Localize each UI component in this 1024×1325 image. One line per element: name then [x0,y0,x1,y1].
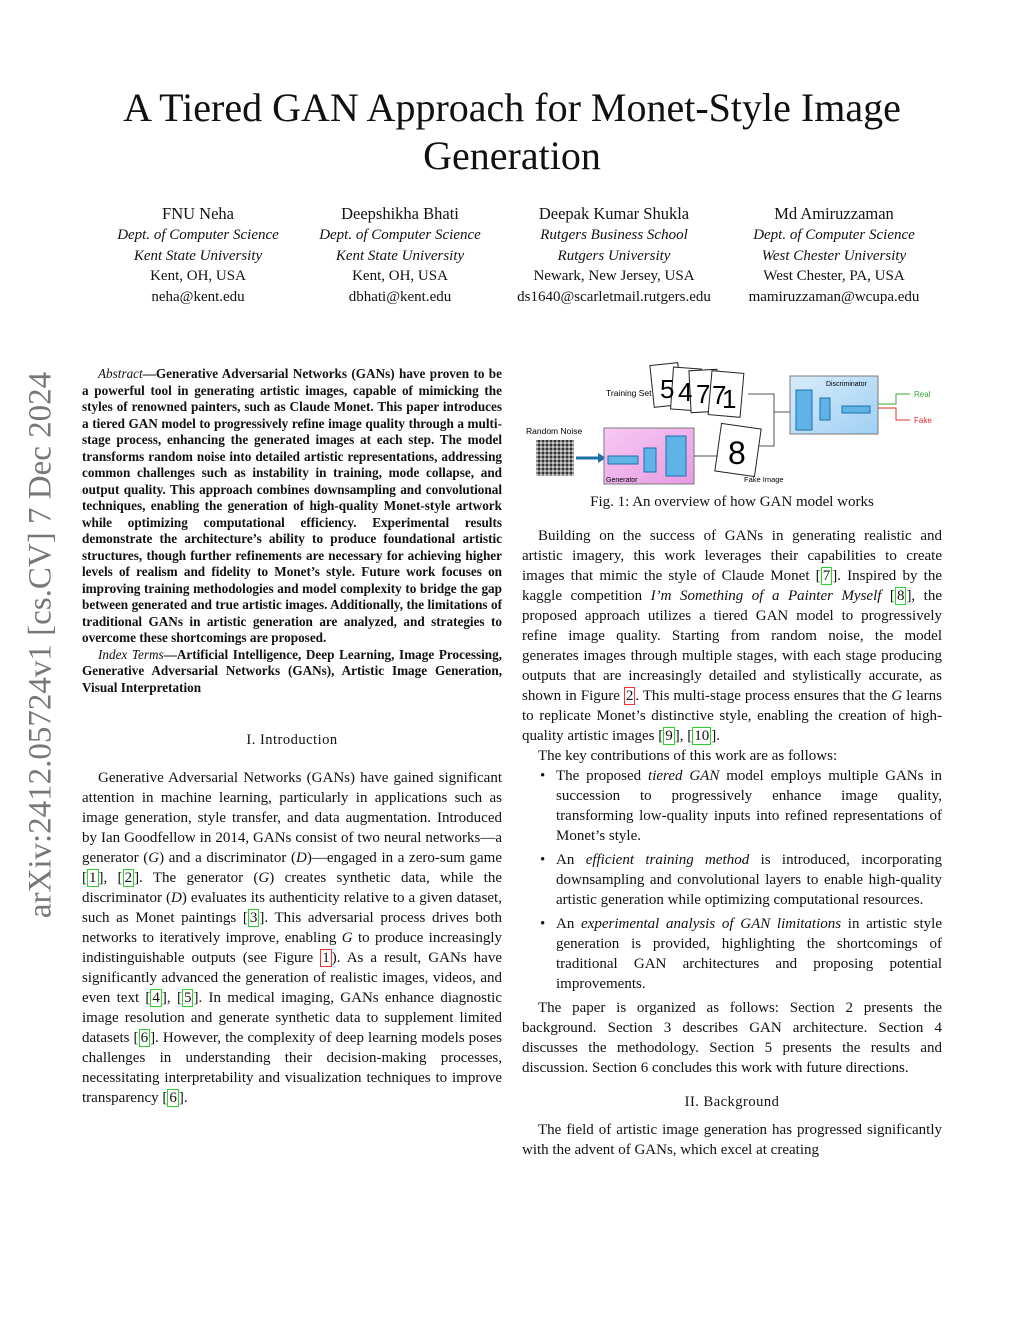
author-name: Deepshikha Bhati [341,204,459,223]
citation-link[interactable]: 5 [183,990,192,1006]
citation-link[interactable]: 6 [169,1090,177,1106]
index-terms-text: Artificial Intelligence, Deep Learning, Image Processing, Generative Adversarial Networks (GANs), Artistic Image Generation, Visual Interpretation [82,646,502,695]
fake-output-line [878,408,910,420]
disc-layer-2 [820,398,830,420]
abstract-label: Abstract [98,366,143,381]
digit-4: 4 [678,377,693,407]
real-output-line [878,394,910,404]
digit-8: 8 [728,435,746,471]
author-email[interactable]: ds1640@scarletmail.rutgers.edu [517,288,711,305]
author-3 [504,203,724,307]
citation-link[interactable]: 6 [140,1030,149,1046]
right-column [522,356,942,1160]
author-block [0,203,1024,313]
intro-heading: I. Introduction [246,732,338,748]
citation-link[interactable]: 8 [896,588,905,604]
background-paragraph: The field of artistic image generation has progressed significantly with the advent of GANs, which excel at creating [522,1122,942,1158]
author-location: Kent, OH, USA [150,268,246,284]
author-email[interactable]: neha@kent.edu [151,288,245,305]
arxiv-watermark [10,363,70,928]
author-email[interactable]: dbhati@kent.edu [348,288,452,305]
random-noise-label: Random Noise [526,426,583,436]
gan-diagram [522,356,942,486]
author-org: Kent State University [335,247,465,264]
fake-image-label: Fake Image [744,475,784,484]
list-item: • An experimental analysis of GAN limitations in artistic style generation is provided, highlighting the shortcomings of traditional GAN architectures and proposing potential improvements. [522,914,942,994]
author-dept: Dept. of Computer Science [117,227,279,243]
author-2 [290,203,510,307]
gen-layer-3 [666,436,686,476]
author-dept: Dept. of Computer Science [319,227,481,243]
discriminator-label: Discriminator [826,381,867,388]
citation-link[interactable]: 3 [249,910,258,926]
list-item: • The proposed tiered GAN model employs multiple GANs in succession to progressively enhance image quality, transforming low-quality inputs into refined representations of Monet’s style. [522,766,942,846]
author-org: Rutgers University [557,247,671,264]
intro-paragraph: Generative Adversarial Networks (GANs) have gained significant attention in machine learning, particularly in applications such as image generation, style transfer, and data augmentation. Introduced by Ian Goodfellow in 2014, GANs consist of two neural networks—a generator (G) and a discriminator (D)—engaged in a zero-sum game [ 1 ], [ 2 ]. The generator (G) creates synthetic data, while the discriminator (D) evaluates its authenticity relative to a given dataset, such as Monet paintings [ 3 ]. This adversarial process drives both networks to iteratively improve, enabling G to produce increasingly indistinguishable outputs (see Figure 1 ). As a result, GANs have significantly advanced the generation of realistic images, videos, and even text [ 4 ], [ 5 ]. In medical imaging, GANs enhance diagnostic image resolution and generate synthetic data to supplement limited datasets [ 6 ]. However, the complexity of deep learning models poses challenges in understanding their decision-making processes, necessitating interpretability and visualization techniques to improve transparency [ 6 ]. [82,770,502,1106]
author-location: Newark, New Jersey, USA [533,268,695,284]
figure-caption: Fig. 1: An overview of how GAN model works [590,494,874,510]
citation-link[interactable]: 7 [822,568,831,584]
digit-1: 1 [722,384,737,414]
abstract: Abstract—Generative Adversarial Networks (GANs) have proven to be a powerful tool in generating artistic images, capable of mimicking the styles of renowned painters, such as Claude Monet. This paper introduces a tiered GAN model to progressively refine image quality through a multi-stage process, enhancing the generated images at each step. The model transforms random noise into detailed artistic representations, addressing common challenges such as instability in training, mode collapse, and output quality. This approach combines downsampling and convolutional techniques, enabling the generation of high-quality Monet-style artwork while optimizing computational efficiency. Experimental results demonstrate the architecture’s ability to produce foundational artistic structures, though further refinements are necessary for achieving higher levels of realism and fidelity to Monet’s style. Future work focuses on improving training methodologies and model complexity to bridge the gap between generated and true artistic images. Additionally, the limitations of traditional GANs in artistic generation are analyzed, and strategies to overcome these shortcomings are proposed. [82,366,502,645]
disc-layer-1 [796,390,812,430]
abstract-text: Generative Adversarial Networks (GANs) have proven to be a powerful tool in generating artistic images, capable of mimicking the styles of renowned painters, such as Claude Monet. This paper introduces a tiered GAN model to progressively refine image quality through a multi-stage process, enhancing the generated images at each step. The model transforms random noise into detailed artistic representations, addressing common challenges such as instability in training, mode collapse, and output quality. This approach combines downsampling and convolutional techniques, enabling the generation of high-quality Monet-style artwork while optimizing computational efficiency. Experimental results demonstrate the architecture’s ability to produce foundational artistic structures, though further refinements are necessary for achieving higher levels of realism and fidelity to Monet’s style. Future work focuses on improving training methodologies and model complexity to bridge the gap between generated and true artistic images. Additionally, the limitations of traditional GANs in artistic generation are analyzed, and strategies to overcome these shortcomings are proposed. [82,366,502,645]
citation-link[interactable]: 9 [665,728,673,744]
author-location: West Chester, PA, USA [763,268,905,284]
figure-link[interactable]: 1 [322,950,330,966]
citation-link[interactable]: 1 [89,870,97,886]
author-4 [724,203,944,307]
training-set-images [650,363,744,418]
author-name: Deepak Kumar Shukla [538,204,690,223]
author-email[interactable]: mamiruzzaman@wcupa.edu [748,288,920,305]
organization-paragraph: The paper is organized as follows: Section 2 presents the background. Section 3 describes GAN architecture. Section 4 discusses the methodology. Section 5 presents the results and discussion. Section 6 concludes this work with future directions. [522,1000,942,1076]
citation-link[interactable]: 4 [152,990,160,1006]
real-label: Real [914,390,931,399]
contributions-list [522,766,942,994]
digit-7: 7 [696,379,711,409]
gen-layer-2 [644,448,656,472]
author-name: FNU Neha [162,204,234,223]
figure-link[interactable]: 2 [625,688,634,704]
gen-layer-1 [608,456,638,464]
citation-link[interactable]: 10 [694,728,710,744]
author-location: Kent, OH, USA [352,268,448,284]
author-name: Md Amiruzzaman [774,204,894,223]
index-terms: Index Terms—Artificial Intelligence, Deep Learning, Image Processing, Generative Adversarial Networks (GANs), Artistic Image Generation, Visual Interpretation [82,646,502,695]
disc-layer-3 [842,406,870,413]
author-org: Kent State University [133,247,263,264]
list-item: • An efficient training method is introduced, incorporating downsampling and convolutional layers to enable high-quality artistic generation while optimizing computational resources. [522,850,942,910]
author-dept: Rutgers Business School [540,227,688,243]
contributions-intro: The key contributions of this work are as follows: [538,748,838,764]
author-dept: Dept. of Computer Science [753,227,915,243]
background-heading: II. Background [684,1094,780,1110]
digit-7b: 7 [712,380,727,410]
training-set-label: Training Set [606,388,652,398]
arxiv-id: arXiv:2412.05724v1 [cs.CV] 7 Dec 2024 [22,371,59,919]
index-terms-label: Index Terms [98,646,164,662]
citation-link[interactable]: 2 [124,870,133,886]
generator-label: Generator [606,477,638,484]
author-1 [88,203,308,307]
connector-real [748,394,790,412]
left-column [82,366,502,1108]
paper-title: A Tiered GAN Approach for Monet-Style Image Generation [123,85,901,178]
author-org: West Chester University [761,247,907,264]
figure-1 [522,356,942,486]
body-paragraph: Building on the success of GANs in generating realistic and artistic imagery, this work leverages their capabilities to create images that mimic the style of Claude Monet [ 7 ]. Inspired by the kaggle competition I’m Something of a Painter Myself [ 8 ], the proposed approach utilizes a tiered GAN model to progressively refine image quality. Starting from random noise, the model generates images through multiple stages, with each stage producing outputs that are increasingly detailed and stylistically accurate, as shown in Figure 2 . This multi-stage process ensures that the G learns to replicate Monet’s distinctive style, enabling the creation of high-quality artistic images [ 9 ], [ 10 ]. [522,528,943,744]
fake-label: Fake [914,416,932,425]
noise-image [536,440,574,476]
digit-5: 5 [660,374,675,404]
